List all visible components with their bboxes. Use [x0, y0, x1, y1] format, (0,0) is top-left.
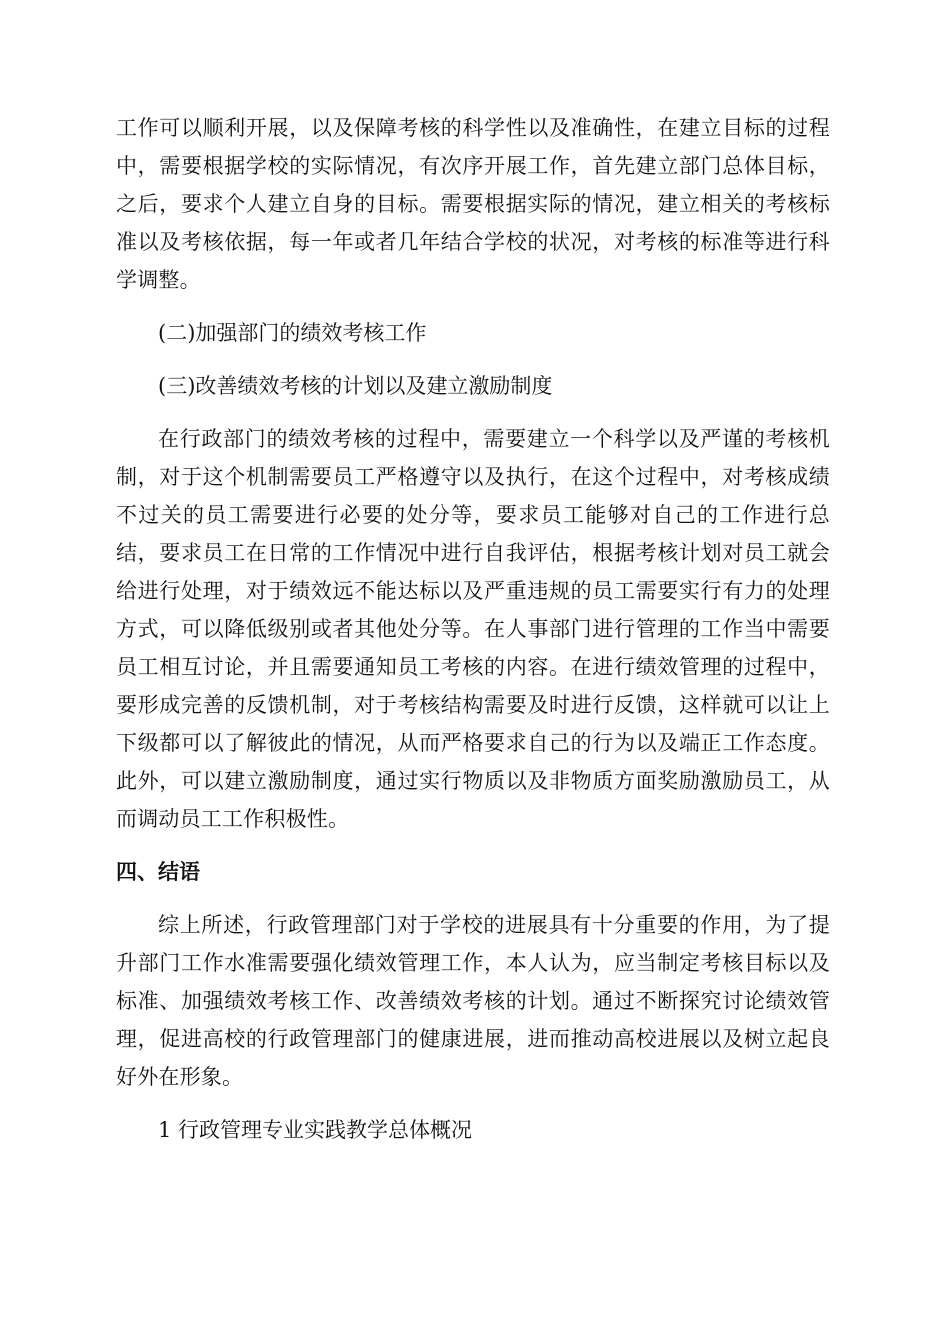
subheading-strengthen-assessment: (二)加强部门的绩效考核工作 [158, 321, 427, 345]
paragraph-goal-setting: 工作可以顺利开展，以及保障考核的科学性以及准确性，在建立目标的过程中，需要根据学校的实际情况，有次序开展工作，首先建立部门总体目标，之后，要求个人建立自身的目标。需要根据实际的情况，建立相关的考核标准以及考核依据，每一年或者几年结合学校的状况，对考核的标准等进行科学调整。 [116, 116, 830, 292]
subheading-improve-plan-incentive: (三)改善绩效考核的计划以及建立激励制度 [158, 374, 553, 398]
document-page [116, 109, 830, 1149]
subheading-practice-teaching-overview: 1 行政管理专业实践教学总体概况 [158, 1118, 473, 1142]
section-heading-conclusion: 四、结语 [116, 860, 200, 884]
paragraph-conclusion: 综上所述，行政管理部门对于学校的进展具有十分重要的作用，为了提升部门工作水准需要强化绩效管理工作，本人认为，应当制定考核目标以及标准、加强绩效考核工作、改善绩效考核的计划。通过不断探究讨论绩效管理，促进高校的行政管理部门的健康进展，进而推动高校进展以及树立起良好外在形象。 [116, 913, 830, 1089]
paragraph-assessment-mechanism: 在行政部门的绩效考核的过程中，需要建立一个科学以及严谨的考核机制，对于这个机制需要员工严格遵守以及执行，在这个过程中，对考核成绩不过关的员工需要进行必要的处分等，要求员工能够对自己的工作进行总结，要求员工在日常的工作情况中进行自我评估，根据考核计划对员工就会给进行处理，对于绩效远不能达标以及严重违规的员工需要实行有力的处理方式，可以降低级别或者其他处分等。在人事部门进行管理的工作当中需要员工相互讨论，并且需要通知员工考核的内容。在进行绩效管理的过程中，要形成完善的反馈机制，对于考核结构需要及时进行反馈，这样就可以让上下级都可以了解彼此的情况，从而严格要求自己的行为以及端正工作态度。此外，可以建立激励制度，通过实行物质以及非物质方面奖励激励员工，从而调动员工工作积极性。 [116, 427, 830, 831]
